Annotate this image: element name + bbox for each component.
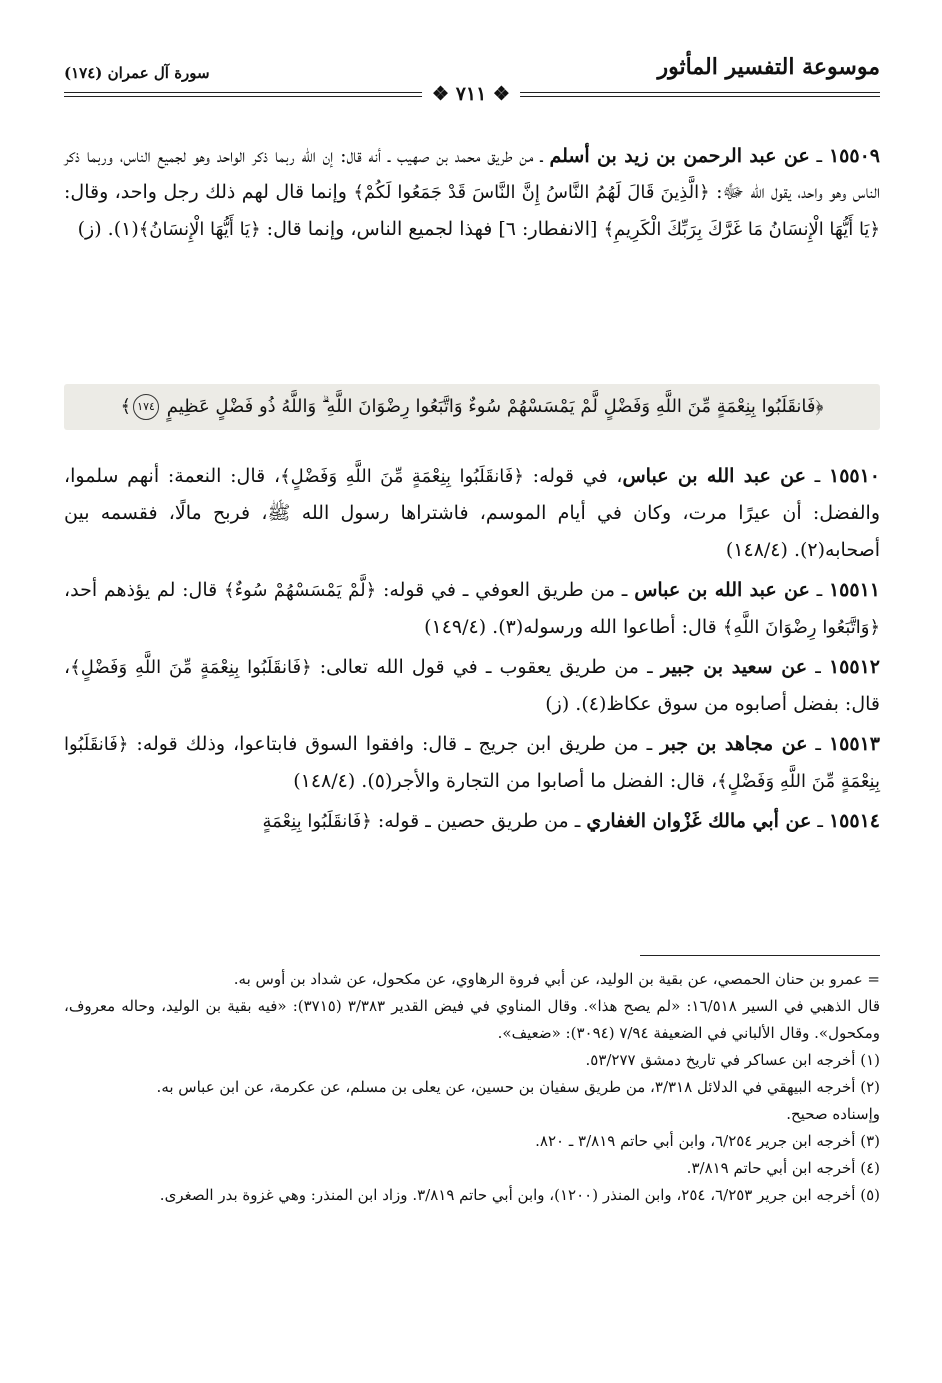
footnotes [64,966,880,1209]
page-number: ❖ ٧١١ ❖ [422,83,520,105]
footnote: قال الذهبي في السير ١٦/٥١٨: «لم يصح هذا». وقال المناوي في فيض القدير ٣/٣٨٣ (٣٧١٥): «فيه بقية بن الوليد، وحاله معروف، ومكحول». وقال الألباني في الضعيفة ٧/٩٤ (٣٠٩٤): «ضعيف». [64,997,880,1042]
quran-quote: ﴿فَانقَلَبُوا بِنِعْمَةٍ مِّنَ اللَّهِ وَفَضْلٍ﴾ [280,466,524,487]
surah-title: سورة آل عمران (١٧٤) [64,64,210,82]
narrator-name: عن سعيد بن جبير [660,656,808,678]
entry-number: ١٥٥١١ [828,579,880,601]
footnote: (٢) أخرجه البيهقي في الدلائل ٣/٣١٨، من طريق سفيان بن حسين، عن يعلى بن مسلم، عن عكرمة، عن ابن عباس به. [156,1078,880,1096]
footnote: (٣) أخرجه ابن جرير ٦/٢٥٤، وابن أبي حاتم ٣/٨١٩ ـ ٨٢٠. [535,1132,880,1150]
footnote: (١) أخرجه ابن عساكر في تاريخ دمشق ٥٣/٢٧٧. [585,1051,880,1069]
quran-quote: ﴿يَا أَيُّهَا الْإِنسَانُ﴾ [138,219,261,240]
entry-text: ـ من طريق محمد بن صهيب ـ أنه قال: إن الله ربما ذكر الواحد وهو لجميع الناس، وربما ذكر الناس وهو واحد، يقول الله ﷻ: [64,145,880,203]
footnote-rule [640,955,880,956]
entry-15510: ١٥٥١٠ ـ عن عبد الله بن عباس، في قوله: ﴿فَانقَلَبُوا بِنِعْمَةٍ مِّنَ اللَّهِ وَفَضْلٍ﴾، قال: النعمة: أنهم سلموا، والفضل: أن عيرًا مرت، وكان في أيام الموسم، فاشتراها رسول الله ﷺ، فربح مالًا، فقسمه بين أصحابه(٢). (١٤٨/٤) [64,465,881,561]
book-title: موسوعة التفسير المأثور [657,54,880,80]
narrator-name: عن عبد الرحمن بن زيد بن أسلم [549,145,810,167]
entry-text: ـ من طريق يعقوب ـ في قول الله تعالى: [319,656,653,678]
entry-number: ١٥٥١٤ [828,810,880,832]
entry-number: ١٥٥١٣ [828,733,880,755]
verse-banner [64,384,880,430]
entry-text: ـ من طريق ابن جريج ـ قال: وافقوا السوق فابتاعوا، وذلك قوله: [136,733,653,755]
quran-quote: ﴿فَانقَلَبُوا بِنِعْمَةٍ مِّنَ اللَّهِ وَفَضْلٍ﴾ [64,734,880,792]
footnote: = عمرو بن حنان الحمصي، عن بقية بن الوليد، عن أبي فروة الرهاوي، عن مكحول، عن شداد بن أوس به. [233,970,880,988]
entry-15514: ١٥٥١٤ ـ عن أبي مالك غَزْوان الغفاري ـ من طريق حصين ـ قوله: ﴿فَانقَلَبُوا بِنِعْمَةٍ [262,810,880,832]
entry-15509: ١٥٥٠٩ ـ عن عبد الرحمن بن زيد بن أسلم ـ من طريق محمد بن صهيب ـ أنه قال: إن الله ربما ذكر الواحد وهو لجميع الناس، وربما ذكر الناس وهو واحد، يقول الله ﷻ: ﴿الَّذِينَ قَالَ لَهُمُ النَّاسُ إِنَّ النَّاسَ قَدْ جَمَعُوا لَكُمْ﴾ وإنما قال لهم ذلك رجل واحد، وقال: ﴿يَا أَيُّهَا الْإِنسَانُ مَا غَرَّكَ بِرَبِّكَ الْكَرِيمِ﴾ [الانفطار: ٦] فهذا لجميع الناس، وإنما قال: ﴿يَا أَيُّهَا الْإِنسَانُ﴾(١). (ز) [64,145,880,240]
entry-number: ١٥٥١٠ [828,465,881,487]
footnote: (٥) أخرجه ابن جرير ٦/٢٥٣، ٢٥٤، وابن المنذر (١٢٠٠)، وابن أبي حاتم ٣/٨١٩. وزاد ابن المنذر: وهي غزوة بدر الصغرى. [159,1186,880,1204]
quran-quote: ﴿يَا أَيُّهَا الْإِنسَانُ مَا غَرَّكَ بِرَبِّكَ الْكَرِيمِ﴾ [603,219,880,240]
footnote: وإسناده صحيح. [786,1105,880,1123]
entry-text: قال: لم يؤذهم أحد، [64,579,218,601]
entry-text: ، في قوله: [532,465,623,487]
entry-text: قال: أطاعوا الله ورسوله(٣). (١٤٩/٤) [424,616,717,638]
entry-text: ، قال: بفضل أصابوه من سوق عكاظ(٤). (ز) [64,656,880,715]
entry-number: ١٥٥١٢ [828,656,880,678]
narrator-name: عن عبد الله بن عباس [634,579,810,601]
entry-text: ، قال: الفضل ما أصابوا من التجارة والأجر(٥). (١٤٨/٤) [293,770,718,792]
main-text [64,138,880,254]
narrator-name: عن مجاهد بن جبر [660,733,808,755]
entry-text: (١). (ز) [77,218,139,240]
ayah-number-icon: ١٧٤ [133,394,159,420]
quran-quote: ﴿فَانقَلَبُوا بِنِعْمَةٍ [262,811,372,832]
entries-list [64,458,880,843]
verse-close: ﴾ [120,396,132,417]
entry-15511: ١٥٥١١ ـ عن عبد الله بن عباس ـ من طريق العوفي ـ في قوله: ﴿لَّمْ يَمْسَسْهُمْ سُوءٌ﴾ قال: لم يؤذهم أحد، ﴿وَاتَّبَعُوا رِضْوَانَ اللَّهِ﴾ قال: أطاعوا الله ورسوله(٣). (١٤٩/٤) [64,579,880,638]
entry-15513: ١٥٥١٣ ـ عن مجاهد بن جبر ـ من طريق ابن جريج ـ قال: وافقوا السوق فابتاعوا، وذلك قوله: ﴿فَانقَلَبُوا بِنِعْمَةٍ مِّنَ اللَّهِ وَفَضْلٍ﴾، قال: الفضل ما أصابوا من التجارة والأجر(٥). (١٤٨/٤) [64,733,880,792]
entry-text: ، قال: النعمة: أنهم سلموا، والفضل: أن عيرًا مرت، وكان في أيام الموسم، فاشتراها رسول الله ﷺ، فربح مالًا، فقسمه بين أصحابه(٢). (١٤٨/٤) [64,465,880,561]
page-number-value: ٧١١ [455,83,487,105]
footnote: (٤) أخرجه ابن أبي حاتم ٣/٨١٩. [686,1159,880,1177]
narrator-name: عن أبي مالك غَزْوان الغفاري [586,810,812,832]
quran-quote: ﴿لَّمْ يَمْسَسْهُمْ سُوءٌ﴾ [224,580,377,601]
entry-text: وإنما قال لهم ذلك رجل واحد، وقال: [64,181,347,203]
quran-quote: ﴿وَاتَّبَعُوا رِضْوَانَ اللَّهِ﴾ [722,617,880,638]
quran-quote: ﴿الَّذِينَ قَالَ لَهُمُ النَّاسُ إِنَّ النَّاسَ قَدْ جَمَعُوا لَكُمْ﴾ [353,182,710,203]
entry-text: [الانفطار: ٦] فهذا لجميع الناس، وإنما قال: [266,218,598,240]
entry-text: ـ من طريق حصين ـ قوله: [377,810,581,832]
entry-number: ١٥٥٠٩ [828,145,880,167]
narrator-name: عن عبد الله بن عباس [622,465,806,487]
entry-15512: ١٥٥١٢ ـ عن سعيد بن جبير ـ من طريق يعقوب ـ في قول الله تعالى: ﴿فَانقَلَبُوا بِنِعْمَةٍ مِّنَ اللَّهِ وَفَضْلٍ﴾، قال: بفضل أصابوه من سوق عكاظ(٤). (ز) [64,656,880,715]
verse-text: ﴿فَانقَلَبُوا بِنِعْمَةٍ مِّنَ اللَّهِ وَفَضْلٍ لَّمْ يَمْسَسْهُمْ سُوءٌ وَاتَّبَعُوا رِضْوَانَ اللَّهِ ۗ وَاللَّهُ ذُو فَضْلٍ عَظِيمٍ [166,396,824,417]
quran-quote: ﴿فَانقَلَبُوا بِنِعْمَةٍ مِّنَ اللَّهِ وَفَضْلٍ﴾ [70,657,312,678]
entry-text: ـ من طريق العوفي ـ في قوله: [382,579,628,601]
